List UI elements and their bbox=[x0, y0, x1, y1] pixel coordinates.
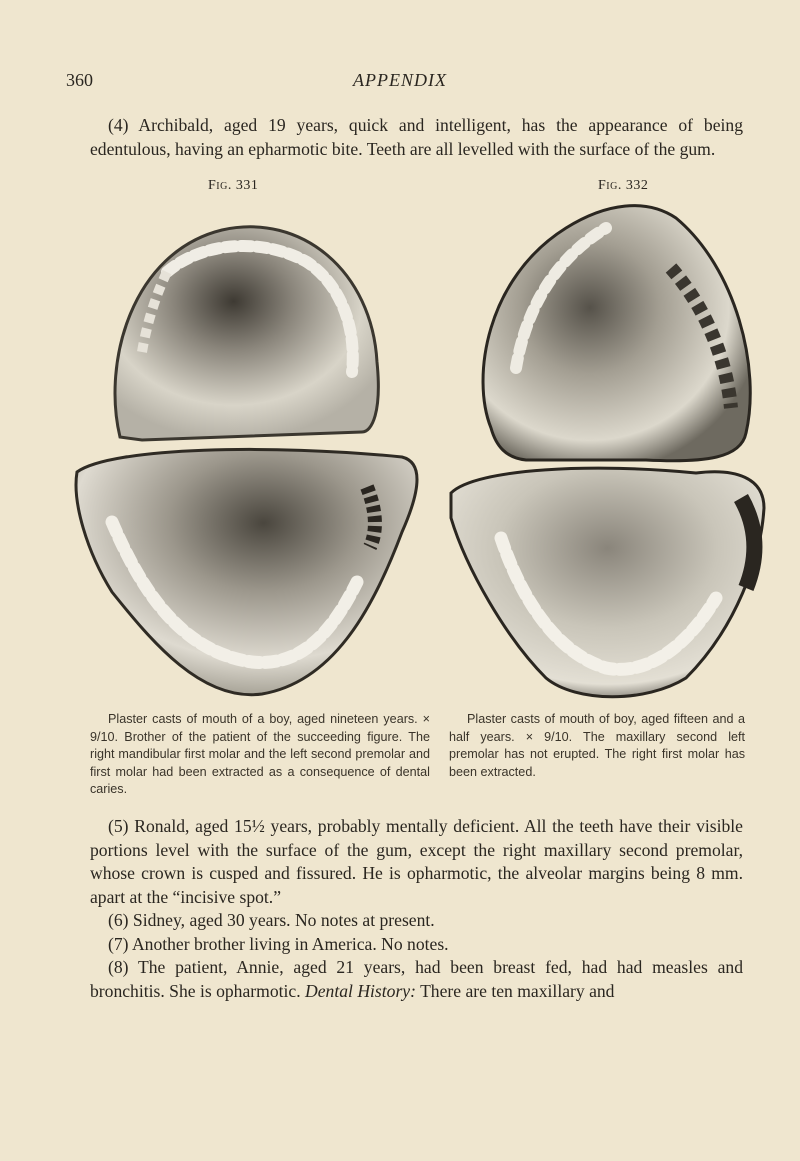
mandibular-cast bbox=[451, 468, 764, 697]
mandibular-cast bbox=[76, 449, 417, 694]
figure-332-caption: Plaster casts of mouth of boy, aged fifteen and a half years. × 9/10. The maxillary second left premolar has not erupted. The right first molar has been extracted. bbox=[449, 712, 745, 779]
figure-331-plaster-casts-image bbox=[72, 212, 427, 700]
paragraph-5: (5) Ronald, aged 15½ years, probably mentally deficient. All the teeth have their visible portions level with the surface of the gum, except the right maxillary second premolar, whose crown is cusped and fissured. He is opharmotic, the alveolar margins being 8 mm. apart at the “incisive spot.” bbox=[90, 816, 743, 907]
maxillary-cast bbox=[483, 206, 750, 461]
running-head bbox=[66, 70, 734, 94]
paragraph-6: (6) Sidney, aged 30 years. No notes at present. bbox=[108, 910, 435, 930]
dental-history-heading: Dental History: bbox=[305, 980, 416, 1001]
page-number: 360 bbox=[66, 70, 93, 90]
paragraphs-continued bbox=[90, 815, 743, 1003]
maxillary-cast bbox=[115, 227, 378, 440]
paragraph-8: (8) The patient, Annie, aged 21 years, had been breast fed, had had measles and bronchitis. She is opharmotic. Dental History: There are ten maxillary and bbox=[90, 957, 743, 1001]
figure-332-plaster-casts-image bbox=[446, 198, 768, 706]
paragraph-7: (7) Another brother living in America. No notes. bbox=[108, 933, 449, 954]
figure-332-label: Fig. 332 bbox=[598, 178, 649, 193]
paragraph-archibald bbox=[90, 114, 743, 161]
paragraph-4: (4) Archibald, aged 19 years, quick and intelligent, has the appearance of being edentulous, having an epharmotic bite. Teeth are all levelled with the surface of the gum. bbox=[90, 115, 743, 159]
figure-331-label: Fig. 331 bbox=[208, 178, 259, 193]
running-title: APPENDIX bbox=[353, 70, 447, 90]
figure-331-caption: Plaster casts of mouth of a boy, aged nineteen years. × 9/10. Brother of the patient of the succeeding figure. The right mandibular first molar and the left second premolar and first molar had been extracted as a consequence of dental caries. bbox=[90, 712, 430, 797]
